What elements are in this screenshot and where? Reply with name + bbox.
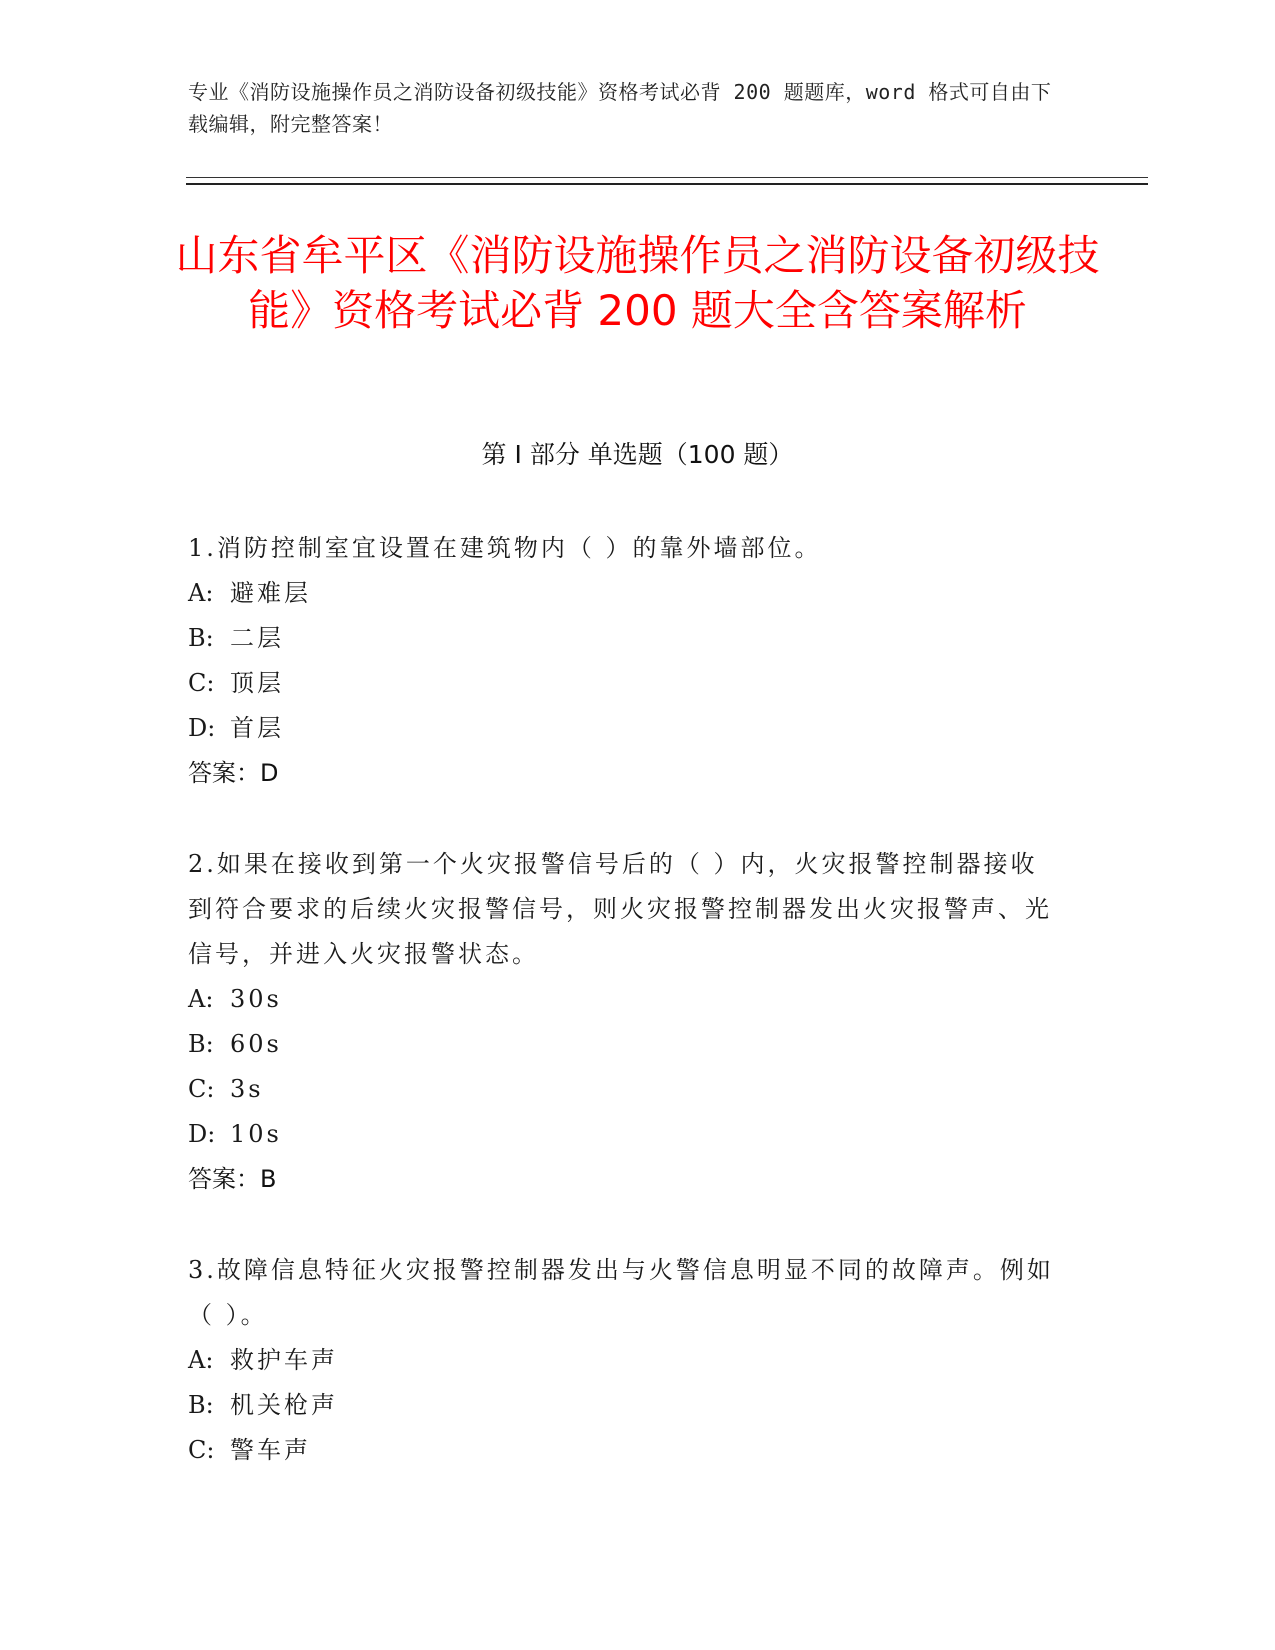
option-text: 警车声 (230, 1436, 311, 1464)
option-letter: B: (188, 1030, 214, 1058)
question-option (188, 1112, 1058, 1157)
header-divider-thin (186, 177, 1148, 178)
question-option (188, 1383, 1058, 1428)
question-item (188, 1248, 1058, 1473)
section-title: 第 I 部分 单选题（100 题） (481, 440, 794, 469)
question-text: 1.消防控制室宜设置在建筑物内（ ）的靠外墙部位。 (188, 534, 822, 562)
option-text: 机关枪声 (230, 1391, 338, 1419)
question-item (188, 526, 1058, 796)
question-option (188, 706, 1058, 751)
option-letter: A: (188, 579, 214, 607)
option-text: 60s (230, 1030, 282, 1058)
option-letter: B: (188, 1391, 214, 1419)
option-letter: D: (188, 714, 216, 742)
question-option (188, 1022, 1058, 1067)
question-option (188, 977, 1058, 1022)
question-option (188, 1338, 1058, 1383)
header-divider-thick (186, 183, 1148, 185)
option-text: 首层 (230, 714, 284, 742)
option-letter: A: (188, 1346, 214, 1374)
option-letter: C: (188, 669, 215, 697)
question-option (188, 616, 1058, 661)
header-note: 专业《消防设施操作员之消防设备初级技能》资格考试必背 200 题题库，word 格式可自由下载编辑，附完整答案！ (188, 80, 1052, 136)
question-text: 2.如果在接收到第一个火灾报警信号后的（ ）内，火灾报警控制器接收到符合要求的后续火灾报警信号，则火灾报警控制器发出火灾报警声、光信号，并进入火灾报警状态。 (188, 850, 1052, 968)
option-text: 顶层 (230, 669, 284, 697)
question-option (188, 1067, 1058, 1112)
option-letter: B: (188, 624, 214, 652)
option-text: 救护车声 (230, 1346, 338, 1374)
option-letter: A: (188, 985, 214, 1013)
option-text: 10s (230, 1120, 282, 1148)
option-text: 二层 (230, 624, 284, 652)
question-option (188, 661, 1058, 706)
question-option (188, 1428, 1058, 1473)
option-text: 避难层 (230, 579, 311, 607)
question-option (188, 571, 1058, 616)
option-text: 3s (230, 1075, 264, 1103)
document-title: 山东省牟平区《消防设施操作员之消防设备初级技能》资格考试必背 200 题大全含答案解析 (175, 231, 1100, 335)
question-item (188, 842, 1058, 1202)
question-text: 3.故障信息特征火灾报警控制器发出与火警信息明显不同的故障声。例如（ ）。 (188, 1256, 1054, 1329)
option-letter: C: (188, 1436, 215, 1464)
question-list (188, 526, 1058, 1519)
question-answer: 答案：B (188, 1165, 277, 1193)
option-letter: D: (188, 1120, 216, 1148)
option-text: 30s (230, 985, 282, 1013)
option-letter: C: (188, 1075, 215, 1103)
question-answer: 答案：D (188, 759, 279, 787)
